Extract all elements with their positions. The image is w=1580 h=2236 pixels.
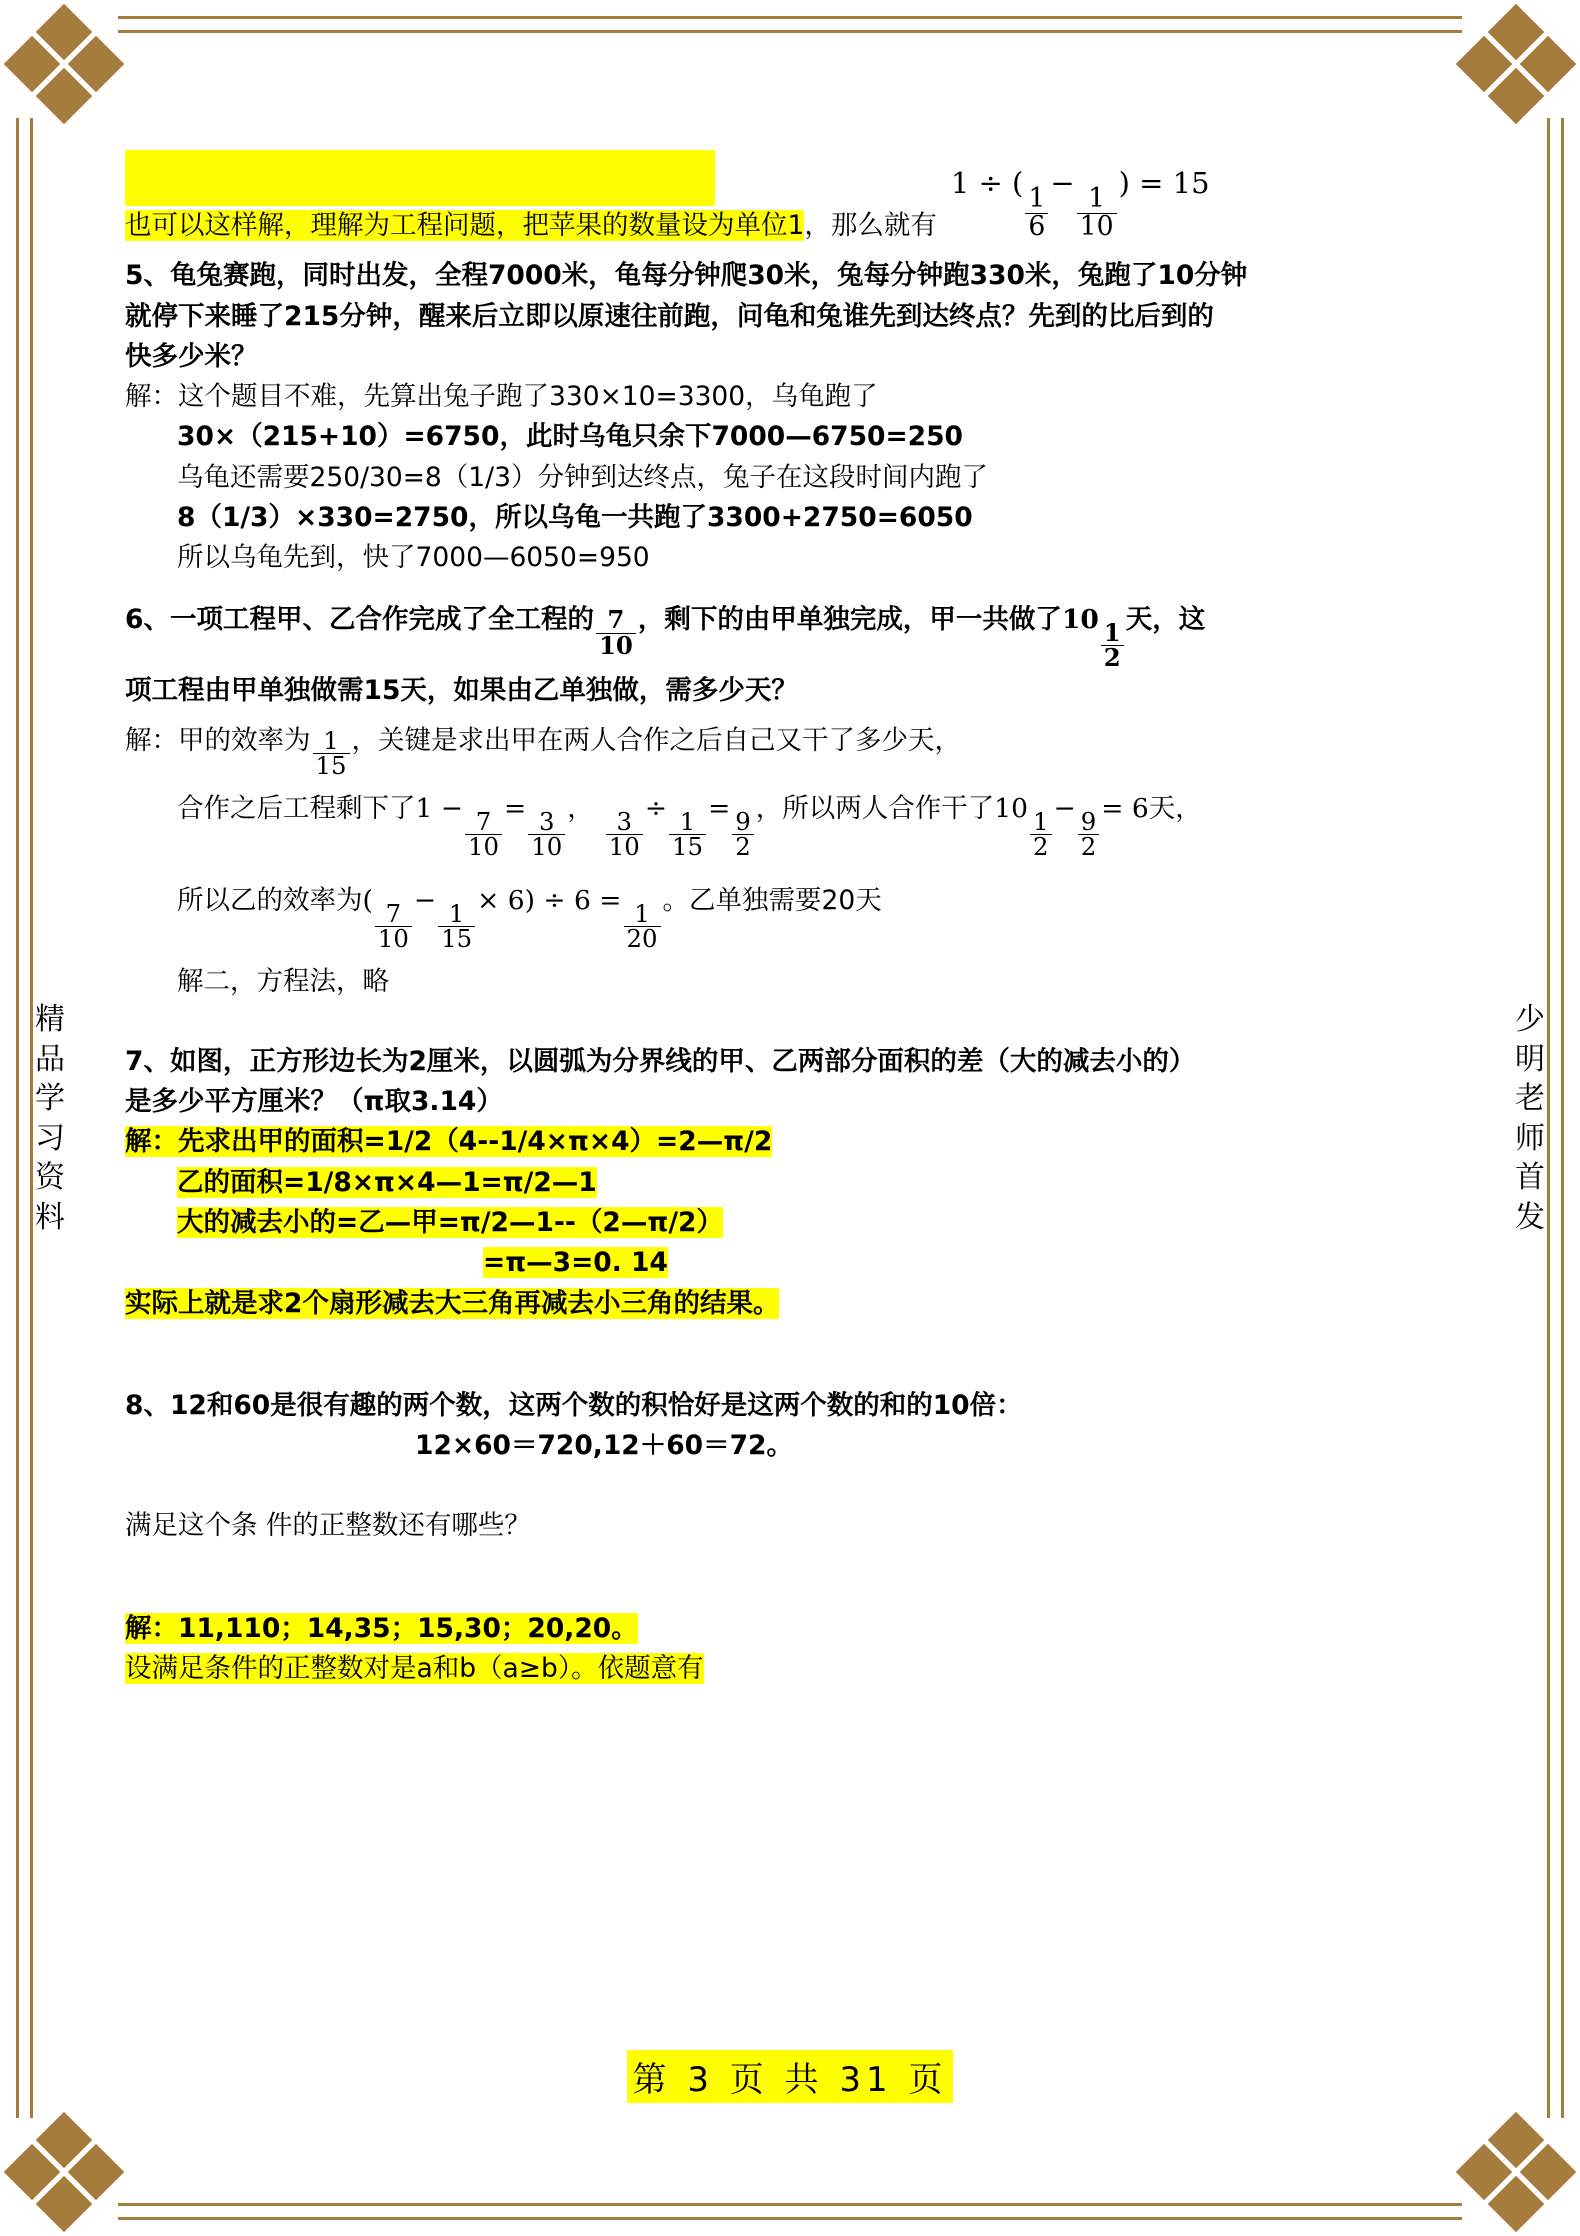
fraction-7-10: $\frac{7}{10}$ bbox=[596, 608, 636, 658]
corner-diamond-top-left-icon bbox=[10, 10, 118, 118]
side-caption-left-char: 资 bbox=[35, 1160, 65, 1196]
problem-6-statement-line bbox=[125, 600, 1465, 673]
side-caption-right-char: 少 bbox=[1515, 1002, 1545, 1037]
problem-7-solution-line: =π—3=0. 14 bbox=[483, 1247, 668, 1279]
problem-6-sol3-lead: 所以乙的效率为 bbox=[177, 885, 363, 917]
corner-diamond-bottom-right-icon bbox=[1462, 2118, 1570, 2226]
side-caption-right bbox=[1502, 1000, 1558, 1238]
side-caption-right-char: 老 bbox=[1515, 1081, 1545, 1117]
side-caption-right-char: 发 bbox=[1515, 1199, 1545, 1235]
fraction-1-10: $\frac{1}{10}$ bbox=[1077, 186, 1117, 240]
problem-8-statement-line: 8、12和60是很有趣的两个数，这两个数的积恰好是这两个数的和的10倍： bbox=[125, 1389, 1023, 1421]
problem-6-solution-line3 bbox=[125, 881, 1465, 954]
problem-5-statement-line: 快多少米？ bbox=[125, 340, 258, 372]
intro-note-comma: ， bbox=[804, 210, 831, 241]
problem-6-stmt-a: 6、一项工程甲、乙合作完成了全工程的 bbox=[125, 604, 594, 636]
problem-6-sol-b: ，关键是求出甲在两人合作之后自己又干了多少天， bbox=[351, 725, 962, 757]
problem-7-statement-line: 7、如图，正方形边长为2厘米，以圆弧为分界线的甲、乙两部分面积的差（大的减去小的） bbox=[125, 1045, 1196, 1077]
page-footer bbox=[0, 2050, 1580, 2103]
problem-6-sol2-tail: 天， bbox=[1148, 792, 1202, 824]
mixed-number-10-and-1-2: 10 $\frac{1}{2}$ bbox=[1062, 600, 1126, 670]
sep-comma: ， bbox=[755, 792, 783, 824]
problem-8-solution-line: 设满足条件的正整数对是a和b（a≥b）。依题意有 bbox=[125, 1652, 704, 1684]
problem-7-solution-line: 实际上就是求2个扇形减去大三角再减去小三角的结果。 bbox=[125, 1287, 780, 1319]
problem-5-statement-line: 5、龟兔赛跑，同时出发，全程7000米，龟每分钟爬30米，兔每分钟跑330米，兔跑了10分钟 bbox=[125, 260, 1248, 292]
problem-6-sol2-mid: 所以两人合作干了 bbox=[782, 792, 995, 824]
page-number-label: 第 3 页 共 31 页 bbox=[627, 2050, 954, 2103]
side-caption-left-char: 料 bbox=[35, 1199, 65, 1235]
problem-7-statement-line: 是多少平方厘米？（π取3.14） bbox=[125, 1086, 503, 1118]
fraction-1-6: $\frac{1}{6}$ bbox=[1025, 186, 1048, 240]
problem-6-stmt-b: ，剩下的由甲单独完成，甲一共做了 bbox=[637, 604, 1062, 636]
problem-7-solution-line: 乙的面积=1/8×π×4—1=π/2—1 bbox=[177, 1166, 597, 1198]
problem-8-statement-line: 12×60＝720,12＋60＝72。 bbox=[415, 1430, 793, 1462]
problem-6-solution-line4: 解二，方程法，略 bbox=[177, 965, 389, 997]
expr-1-minus-7-10-equals-3-10: 1 − $\frac{7}{10}$ = $\frac{3}{10}$ bbox=[416, 789, 568, 859]
expr-10-1-2-minus-9-2-equals-6: 10 $\frac{1}{2}$ − $\frac{9}{2}$ = 6 bbox=[994, 792, 1149, 861]
side-caption-right-char: 师 bbox=[1515, 1120, 1545, 1156]
side-caption-left bbox=[22, 1000, 78, 1238]
corner-diamond-bottom-left-icon bbox=[10, 2118, 118, 2226]
problem-6-solution-line1 bbox=[125, 721, 1465, 779]
problem-6-stmt-c: 天，这 bbox=[1125, 604, 1206, 636]
problem-6-sol3-tail: 。乙单独需要20天 bbox=[662, 885, 882, 917]
problem-5-solution-line: 所以乌龟先到，快了7000—6050=950 bbox=[177, 542, 650, 574]
problem-5-solution-line: 解：这个题目不难，先算出兔子跑了330×10=3300，乌龟跑了 bbox=[125, 381, 878, 413]
fraction-1-15: $\frac{1}{15}$ bbox=[313, 729, 350, 779]
problem-8-question-line: 满足这个条 件的正整数还有哪些？ bbox=[125, 1510, 531, 1542]
problem-5-solution-line: 30×（215+10）=6750，此时乌龟只余下7000—6750=250 bbox=[177, 421, 963, 453]
corner-diamond-top-right-icon bbox=[1462, 10, 1570, 118]
side-caption-right-char: 首 bbox=[1515, 1160, 1545, 1196]
expr-3-10-div-1-15-equals-9-2: $\frac{3}{10}$ ÷ $\frac{1}{15}$ = $\frac{9}{2}$ bbox=[594, 789, 756, 859]
intro-formula-close: ) = 15 bbox=[1118, 166, 1210, 201]
side-caption-left-char: 习 bbox=[35, 1120, 65, 1156]
sep-comma: ， bbox=[567, 792, 594, 824]
problem-5-statement-line: 就停下来睡了215分钟，醒来后立即以原速往前跑，问龟和兔谁先到达终点？先到的比后到的 bbox=[125, 300, 1214, 332]
side-caption-left-char: 精 bbox=[35, 1002, 65, 1037]
intro-formula-minus: − bbox=[1050, 166, 1075, 201]
intro-note bbox=[125, 150, 1465, 246]
problem-6-sol2-lead: 合作之后工程剩下了 bbox=[177, 792, 416, 824]
side-caption-right-char: 明 bbox=[1515, 1041, 1545, 1077]
intro-formula-lead: 1 ÷ ( bbox=[950, 166, 1024, 201]
problem-8-solution-line: 解：11,110；14,35；15,30；20,20。 bbox=[125, 1612, 638, 1644]
expr-yi-efficiency: ( $\frac{7}{10}$ − $\frac{1}{15}$ × 6) ÷ 6 = $\frac{1}{20}$ bbox=[363, 881, 663, 951]
intro-formula bbox=[937, 161, 1210, 246]
problem-6-statement-line2: 项工程由甲单独做需15天，如果由乙单独做，需多少天？ bbox=[125, 674, 798, 706]
intro-note-tail: 那么就有 bbox=[830, 210, 937, 241]
problem-7-solution-line: 解：先求出甲的面积=1/2（4--1/4×π×4）=2—π/2 bbox=[125, 1126, 773, 1158]
problem-6-sol-a: 解：甲的效率为 bbox=[125, 725, 311, 757]
side-caption-left-char: 学 bbox=[35, 1081, 65, 1117]
problem-6-solution-line2 bbox=[125, 789, 1465, 859]
problem-7-solution-line: 大的减去小的=乙—甲=π/2—1--（2—π/2） bbox=[177, 1207, 723, 1238]
problem-5-solution-line: 8（1/3）×330=2750，所以乌龟一共跑了3300+2750=6050 bbox=[177, 501, 973, 533]
intro-highlight-pad bbox=[125, 150, 715, 206]
intro-note-text: 也可以这样解，理解为工程问题，把苹果的数量设为单位1 bbox=[125, 210, 805, 241]
document-body bbox=[125, 150, 1465, 1689]
problem-5-solution-line: 乌龟还需要250/30=8（1/3）分钟到达终点，兔子在这段时间内跑了 bbox=[177, 461, 988, 493]
side-caption-left-char: 品 bbox=[35, 1041, 65, 1077]
